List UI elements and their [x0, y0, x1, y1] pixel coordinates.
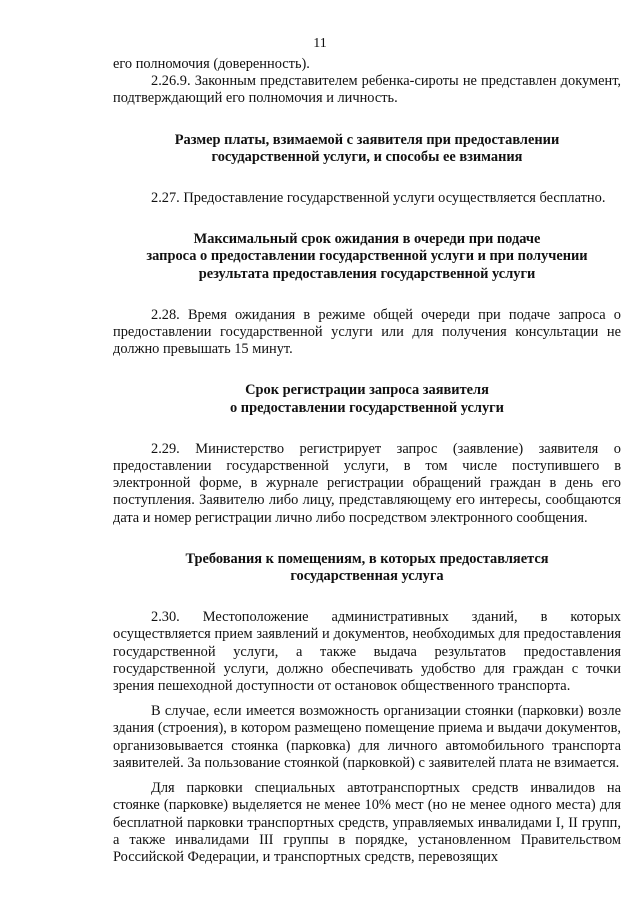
- spacer: [113, 358, 621, 382]
- section-heading-line: Размер платы, взимаемой с заявителя при предоставлении: [174, 131, 560, 148]
- spacer: [113, 166, 621, 190]
- section-heading: [113, 551, 621, 585]
- section-heading-line: Максимальный срок ожидания в очереди при подаче: [193, 231, 541, 248]
- section-heading: [113, 231, 621, 283]
- section-heading-line: запроса о предоставлении государственной услуги и при получении: [146, 248, 588, 265]
- paragraph: 2.29. Министерство регистрирует запрос (заявление) заявителя о предоставлении государственной услуги, в том числе поступившего в электронной форме, в журнале регистрации обращений граждан в день его поступления. Заявителю либо лицу, представляющему его интересы, сообщаются дата и номер регистрации лично либо посредством электронного сообщения.: [113, 440, 621, 526]
- paragraph: его полномочия (доверенность).: [113, 56, 310, 72]
- spacer: [113, 283, 621, 307]
- paragraph: 2.27. Предоставление государственной услуги осуществляется бесплатно.: [151, 190, 606, 207]
- paragraph: 2.26.9. Законным представителем ребенка-сироты не представлен документ, подтверждающий его полномочия и личность.: [113, 73, 621, 107]
- spacer: [113, 527, 621, 551]
- spacer: [113, 585, 621, 609]
- paragraph: 2.30. Местоположение административных зданий, в которых осуществляется прием заявлений и документов, необходимых для предоставления государственной услуги, а также выдача результатов предоставления государственной услуги, должно обеспечивать удобство для граждан с точки зрения пешеходной доступности от остановок общественного транспорта.: [113, 609, 621, 695]
- section-heading-line: Требования к помещениям, в которых предоставляется: [185, 550, 549, 567]
- spacer: [113, 772, 621, 780]
- section-heading-line: Срок регистрации запроса заявителя: [245, 382, 489, 399]
- paragraph: В случае, если имеется возможность организации стоянки (парковки) возле здания (строения), в котором размещено помещение приема и выдачи документов, организовывается стоянка (парковка) для личного автомобильного транспорта заявителей. За пользование стоянкой (парковкой) с заявителей плата не взимается.: [113, 703, 621, 771]
- spacer: [113, 695, 621, 703]
- section-heading: [113, 382, 621, 416]
- spacer: [113, 417, 621, 441]
- section-heading-line: государственная услуга: [290, 568, 444, 585]
- section-heading: [113, 132, 621, 166]
- section-heading-line: результата предоставления государственной услуги: [198, 265, 536, 282]
- paragraph: 2.28. Время ожидания в режиме общей очереди при подаче запроса о предоставлении государственной услуги или для получения консультации не должно превышать 15 минут.: [113, 306, 621, 358]
- section-heading-line: о предоставлении государственной услуги: [230, 399, 504, 416]
- spacer: [113, 207, 621, 231]
- page-number: 11: [313, 36, 327, 51]
- document-body: [113, 56, 621, 866]
- paragraph: Для парковки специальных автотранспортных средств инвалидов на стоянке (парковке) выделяется не менее 10% мест (но не менее одного места) для бесплатной парковки транспортных средств, управляемых инвалидами I, II групп, а также инвалидами III группы в порядке, установленном Правительством Российской Федерации, и транспортных средств, перевозящих: [113, 780, 621, 865]
- spacer: [113, 108, 621, 132]
- section-heading-line: государственной услуги, и способы ее взимания: [211, 148, 523, 165]
